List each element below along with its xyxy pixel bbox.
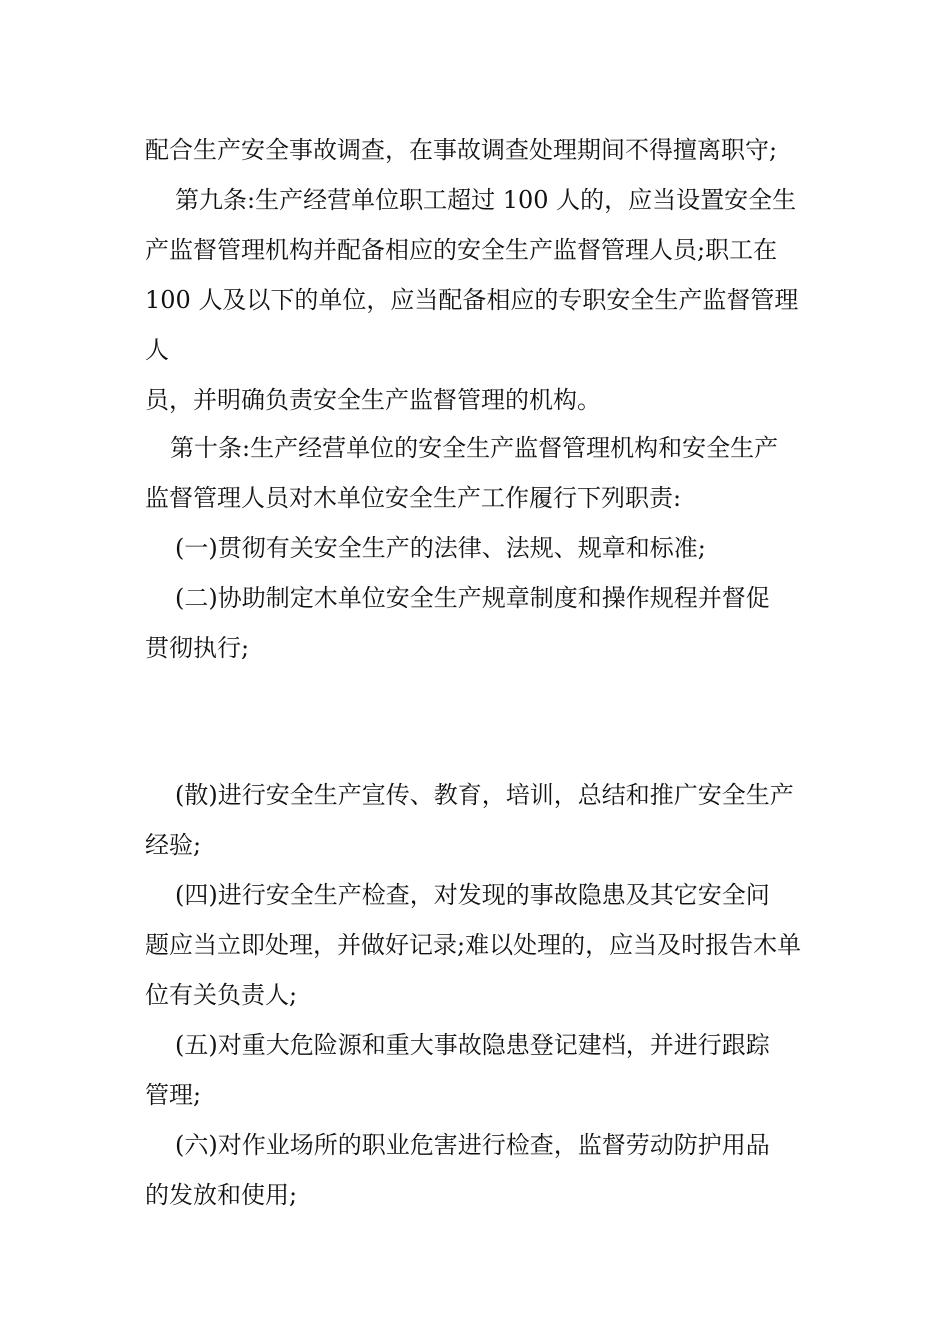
text-line: 题应当立即处理，并做好记录;难以处理的，应当及时报告木单 xyxy=(145,931,802,959)
text-line: 员，并明确负责安全生产监督管理的机构。 xyxy=(145,386,601,414)
text-line: 100 人及以下的单位，应当配备相应的专职安全生产监督管理 xyxy=(145,286,799,314)
text-line: (五)对重大危险源和重大事故隐患登记建档，并进行跟踪 xyxy=(175,1031,770,1059)
text-line: (一)贯彻有关安全生产的法律、法规、规章和标准; xyxy=(175,534,706,562)
text-line: 的发放和使用; xyxy=(145,1181,298,1209)
text-line: 产监督管理机构并配备相应的安全生产监督管理人员;职工在 xyxy=(145,236,778,264)
text-line: 位有关负责人; xyxy=(145,981,298,1009)
text-line: 人 xyxy=(145,336,169,364)
text-line: 管理; xyxy=(145,1081,202,1109)
text-line: 经验; xyxy=(145,831,202,859)
text-line: (二)协助制定木单位安全生产规章制度和操作规程并督促 xyxy=(175,584,770,612)
text-line: 第十条:生产经营单位的安全生产监督管理机构和安全生产 xyxy=(170,434,779,462)
text-line: 配合生产安全事故调查，在事故调查处理期间不得擅离职守; xyxy=(145,136,778,164)
text-line: (六)对作业场所的职业危害进行检查，监督劳动防护用品 xyxy=(175,1131,770,1159)
text-line: (散)进行安全生产宣传、教育，培训，总结和推广安全生产 xyxy=(175,781,794,809)
text-line: (四)进行安全生产检查，对发现的事故隐患及其它安全问 xyxy=(175,881,770,909)
text-line: 第九条:生产经营单位职工超过 100 人的，应当设置安全生 xyxy=(175,186,797,214)
text-line: 贯彻执行; xyxy=(145,634,250,662)
text-line: 监督管理人员对木单位安全生产工作履行下列职责: xyxy=(145,484,682,512)
